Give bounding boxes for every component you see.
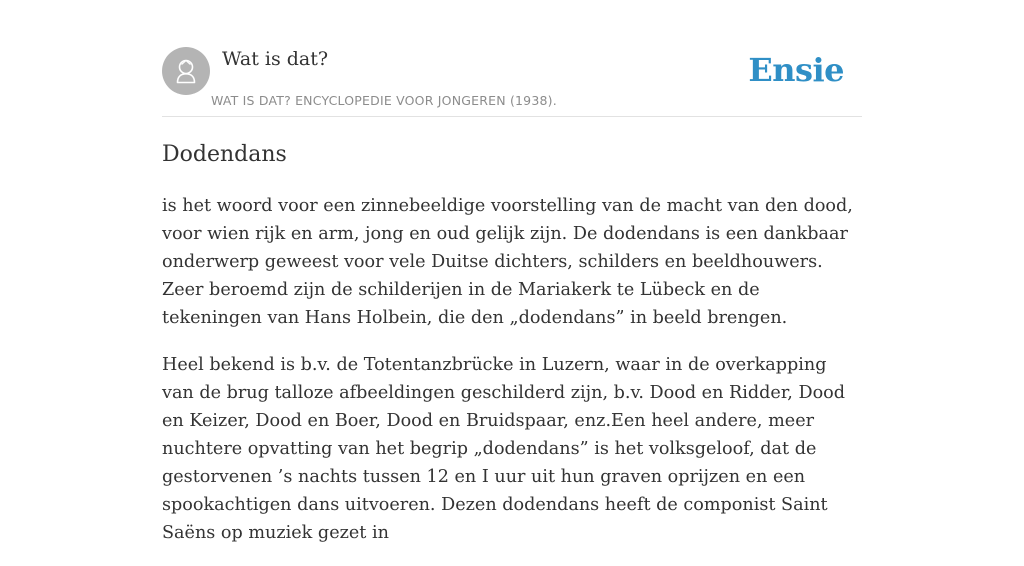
user-icon [162, 47, 210, 95]
avatar[interactable] [162, 47, 210, 95]
source-title[interactable]: Wat is dat? [222, 48, 329, 70]
entry-title: Dodendans [162, 142, 287, 167]
source-header [162, 47, 862, 117]
entry-body [162, 192, 862, 566]
entry-paragraph: is het woord voor een zinnebeeldige voorstelling van de macht van den dood, voor wien rijk en arm, jong en oud gelijk zijn. De dodendans is een dankbaar onderwerp geweest voor vele Duitse dichters, schilders en beeldhouwers. Zeer beroemd zijn de schilderijen in de Mariakerk te Lübeck en de tekeningen van Hans Holbein, die den „dodendans” in beeld brengen. [162, 196, 853, 328]
ensie-logo[interactable]: Ensie [748, 51, 844, 89]
entry-paragraph: Heel bekend is b.v. de Totentanzbrücke in Luzern, waar in de overkapping van de brug talloze afbeeldingen geschilderd zijn, b.v. Dood en Ridder, Dood en Keizer, Dood en Boer, Dood en Bruidspaar, enz.Een heel andere, meer nuchtere opvatting van het begrip „dodendans” is het volksgeloof, dat de gestorvenen ’s nachts tussen 12 en I uur uit hun graven oprijzen en een spookachtigen dans uitvoeren. Dezen dodendans heeft de componist Saint Saëns op muziek gezet in [162, 355, 846, 543]
source-subtitle[interactable]: WAT IS DAT? ENCYCLOPEDIE VOOR JONGEREN (1938). [211, 93, 557, 108]
